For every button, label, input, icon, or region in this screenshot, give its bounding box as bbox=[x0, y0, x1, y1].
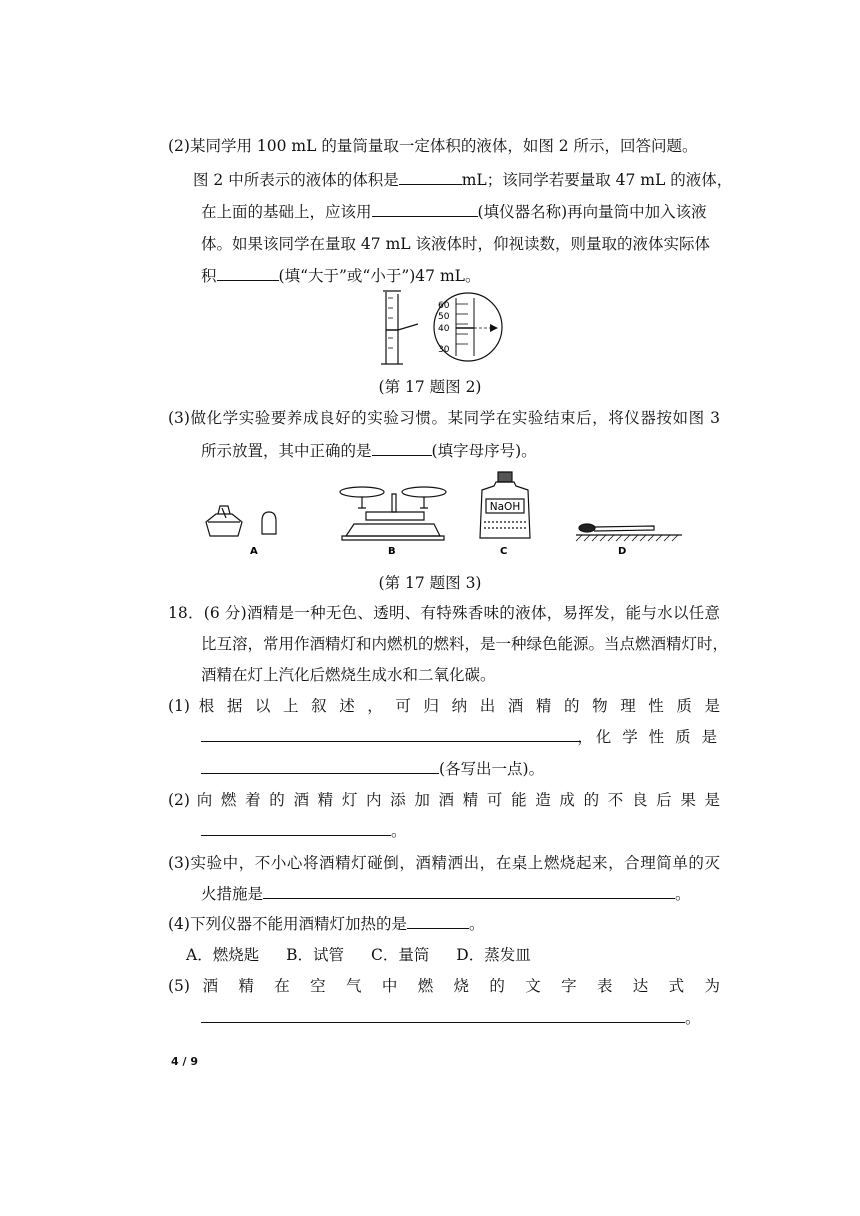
q18-3-line-2: 火措施是 。 bbox=[201, 885, 691, 903]
dropper-icon bbox=[576, 524, 682, 541]
q17-2-line-1: (2)某同学用 100 mL 的量筒量取一定体积的液体，如图 2 所示，回答问题。 bbox=[168, 137, 698, 155]
option-b[interactable]: B．试管 bbox=[286, 946, 345, 964]
option-a[interactable]: A．燃烧匙 bbox=[186, 946, 260, 964]
label-c: C bbox=[500, 546, 508, 557]
answer-blank[interactable] bbox=[201, 727, 581, 742]
q18-intro-2: 比互溶，常用作酒精灯和内燃机的燃料，是一种绿色能源。当点燃酒精灯时， bbox=[201, 635, 729, 653]
q18-4-options bbox=[186, 945, 531, 965]
label-b: B bbox=[388, 546, 396, 557]
bottle-label: NaOH bbox=[489, 501, 521, 513]
scale-label-30: 30 bbox=[438, 345, 450, 355]
answer-blank[interactable] bbox=[217, 266, 279, 281]
lab-equipment-figure bbox=[196, 464, 686, 560]
q17-3-line-1: (3)做化学实验要养成良好的实验习惯。某同学在实验结束后，将仪器按如图 3 bbox=[168, 409, 720, 427]
answer-blank[interactable] bbox=[407, 914, 469, 929]
q18-5-line-1: (5) 酒 精 在 空 气 中 燃 烧 的 文 字 表 达 式 为 bbox=[168, 977, 720, 995]
answer-blank[interactable] bbox=[372, 202, 478, 217]
q17-2-line-5: 积 (填“大于”或“小于”)47 mL。 bbox=[201, 267, 481, 285]
option-d[interactable]: D．蒸发皿 bbox=[456, 946, 531, 964]
scale-label-50: 50 bbox=[438, 312, 450, 322]
q18-1-line-1: (1) 根 据 以 上 叙 述 ， 可 归 纳 出 酒 精 的 物 理 性 质 是 bbox=[168, 697, 720, 715]
answer-blank[interactable] bbox=[201, 759, 439, 774]
balance-icon bbox=[340, 487, 446, 540]
page-number: 4 / 9 bbox=[171, 1055, 198, 1068]
q18-intro-1: 18．(6 分)酒精是一种无色、透明、有特殊香味的液体，易挥发，能与水以任意 bbox=[168, 604, 720, 622]
answer-blank[interactable] bbox=[201, 1008, 685, 1023]
q17-2-line-2: 图 2 中所表示的液体的体积是 mL；该同学若要量取 47 mL 的液体， bbox=[193, 171, 733, 189]
scale-label-60: 60 bbox=[438, 301, 450, 311]
graduated-cylinder-figure bbox=[378, 288, 508, 368]
q18-5-line-2: 。 bbox=[201, 1008, 701, 1028]
q17-2-line-4: 体。如果该同学在量取 47 mL 该液体时，仰视读数，则量取的液体实际体 bbox=[201, 235, 710, 253]
option-c[interactable]: C．量筒 bbox=[370, 946, 430, 964]
answer-blank[interactable] bbox=[372, 441, 432, 456]
figure-2-caption: (第 17 题图 2) bbox=[378, 378, 482, 396]
scale-label-40: 40 bbox=[438, 324, 450, 334]
q18-3-line-1: (3)实验中，不小心将酒精灯碰倒，酒精洒出，在桌上燃烧起来，合理简单的灭 bbox=[168, 854, 720, 872]
q18-2-line-2: 。 bbox=[201, 821, 407, 841]
q18-1-line-3: (各写出一点)。 bbox=[201, 759, 544, 779]
q18-2-line-1: (2) 向 燃 着 的 酒 精 灯 内 添 加 酒 精 可 能 造 成 的 不 良 后 果 是 bbox=[168, 791, 720, 809]
figure-3-caption: (第 17 题图 3) bbox=[378, 574, 482, 592]
label-a: A bbox=[250, 546, 258, 557]
q18-intro-3: 酒精在灯上汽化后燃烧生成水和二氧化碳。 bbox=[201, 666, 496, 684]
answer-blank[interactable] bbox=[201, 821, 391, 836]
q17-3-line-2: 所示放置，其中正确的是 (填字母序号)。 bbox=[201, 442, 537, 460]
q18-4-line: (4)下列仪器不能用酒精灯加热的是 。 bbox=[168, 915, 485, 933]
eye-icon bbox=[490, 324, 498, 332]
answer-blank[interactable] bbox=[263, 884, 675, 899]
alcohol-lamp-icon bbox=[206, 506, 276, 536]
answer-blank[interactable] bbox=[399, 170, 462, 185]
q18-1-line-2: ，化 学 性 质 是 bbox=[201, 727, 720, 747]
q17-2-line-3: 在上面的基础上，应该用 (填仪器名称)再向量筒中加入该液 bbox=[201, 203, 707, 221]
label-d: D bbox=[618, 546, 627, 557]
